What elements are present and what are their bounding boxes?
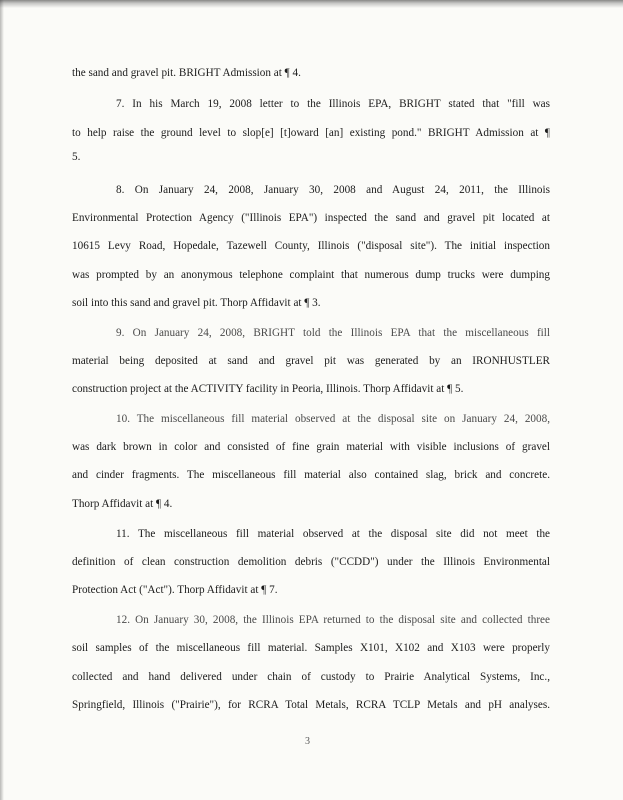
paragraph-11-line-2: definition of clean construction demolition debris ("CCDD") under the Illinois Environmental [72,556,550,568]
paragraph-11-line-3: Protection Act ("Act"). Thorp Affidavit at ¶ 7. [72,584,278,596]
scan-left-edge [0,0,4,800]
paragraph-9-line-3: construction project at the ACTIVITY facility in Peoria, Illinois. Thorp Affidavit at ¶ 5. [72,383,464,395]
paragraph-11-line-1: 11. The miscellaneous fill material observed at the disposal site did not meet the [116,528,550,540]
paragraph-7-line-2: to help raise the ground level to slop[e] [t]oward [an] existing pond." BRIGHT Admission at ¶ [72,127,550,139]
paragraph-12-line-3: collected and hand delivered under chain of custody to Prairie Analytical Systems, Inc., [72,671,550,683]
paragraph-8-line-3: 10615 Levy Road, Hopedale, Tazewell County, Illinois ("disposal site"). The initial inspection [72,240,550,252]
page-number: 3 [305,736,310,747]
paragraph-9-line-2: material being deposited at sand and gravel pit was generated by an IRONHUSTLER [72,355,550,367]
paragraph-10-line-3: and cinder fragments. The miscellaneous fill material also contained slag, brick and concrete. [72,469,550,481]
paragraph-10-line-1: 10. The miscellaneous fill material observed at the disposal site on January 24, 2008, [116,413,550,425]
paragraph-12-line-4: Springfield, Illinois ("Prairie"), for RCRA Total Metals, RCRA TCLP Metals and pH analyses. [72,699,550,711]
paragraph-8-line-4: was prompted by an anonymous telephone complaint that numerous dump trucks were dumping [72,269,550,281]
paragraph-7-line-3: 5. [72,151,81,163]
paragraph-8-line-5: soil into this sand and gravel pit. Thorp Affidavit at ¶ 3. [72,297,321,309]
paragraph-8-line-1: 8. On January 24, 2008, January 30, 2008 and August 24, 2011, the Illinois [116,184,550,196]
paragraph-8-line-2: Environmental Protection Agency ("Illinois EPA") inspected the sand and gravel pit located at [72,212,550,224]
paragraph-9-line-1: 9. On January 24, 2008, BRIGHT told the Illinois EPA that the miscellaneous fill [116,327,550,339]
paragraph-10-line-4: Thorp Affidavit at ¶ 4. [72,498,173,510]
paragraph-12-line-2: soil samples of the miscellaneous fill material. Samples X101, X102 and X103 were properly [72,642,550,654]
scan-top-edge [0,0,623,8]
text-line: the sand and gravel pit. BRIGHT Admission at ¶ 4. [72,67,301,79]
paragraph-10-line-2: was dark brown in color and consisted of fine grain material with visible inclusions of gravel [72,441,550,453]
paragraph-7-line-1: 7. In his March 19, 2008 letter to the Illinois EPA, BRIGHT stated that "fill was [116,98,550,110]
paragraph-12-line-1: 12. On January 30, 2008, the Illinois EPA returned to the disposal site and collected three [116,614,550,626]
